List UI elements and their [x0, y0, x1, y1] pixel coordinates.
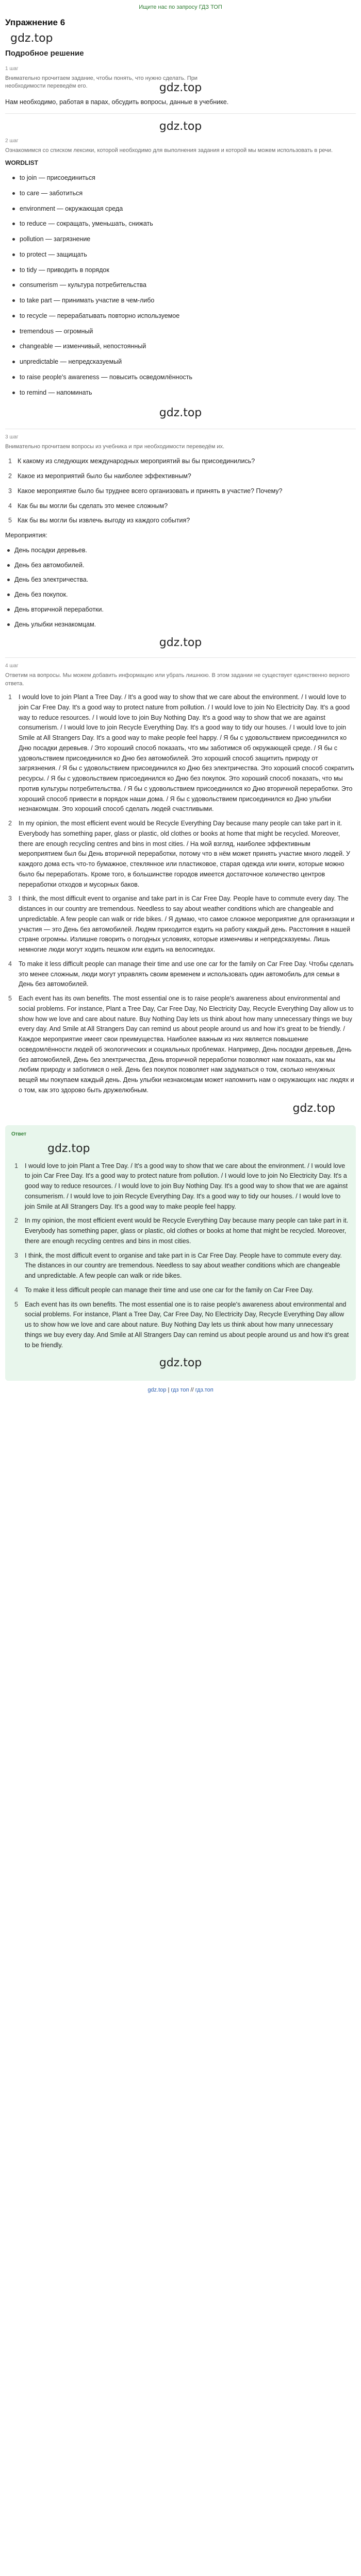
watermark [5, 634, 356, 651]
word-item: to recycle — перерабатывать повторно используемое [12, 311, 356, 321]
event-item: День посадки деревьев. [7, 546, 356, 555]
answer-item: 1 I would love to join Plant a Tree Day. / It's a good way to show that we care about the environment. / I would love to join Car Free Day. It's a good way to protect nature from pollution. / I would love to join No Electricity Day. It's a good way to reduce resources. / I would love to join Buy Nothing Day. It's a good way to show that we are against consumerism. / I would love to join Recycle Everything Day. It's a good way to tidy our houses. / I would love to join Smile at All Strangers Day. It's a good way to make people feel happy. / Я бы с удовольствием присоединился ко Дню посадки деревьев. / Это хороший способ показать, что мы заботимся об окружающей среде. / Я бы с удовольствием присоединился ко Дню без автомобилей. Это хороший способ защитить природу от загрязнения. / Я бы с удовольствием присоединился ко Дню без электричества. Это хороший способ сократить ресурсы. / Я бы с удовольствием присоединился ко Дню без покупок. Это хороший способ показать, что мы против культуры потребительства. / Я бы с удовольствием присоединился ко Дню вторичной переработки. Это хороший способ привести в порядок наши дома. / Я бы с удовольствием присоединился ко Дню улыбки незнакомцам. Это хороший способ сделать людей счастливыми. [8, 693, 354, 813]
watermark-text: gdz.top [10, 32, 53, 45]
footer-separator: | [166, 1387, 171, 1394]
word-item: to raise people's awareness — повысить осведомлённость [12, 372, 356, 382]
word-item: to join — присоединиться [12, 173, 356, 183]
step-1 [5, 65, 356, 108]
word-item: to reduce — сокращать, уменьшать, снижать [12, 219, 356, 229]
watermark [5, 118, 356, 135]
step-label: 3 шаг [5, 434, 19, 440]
watermark-text: gdz.top [47, 1142, 90, 1155]
answer-item: 2 In my opinion, the most efficient event would be Recycle Everything Day because many people can take part in it. Everybody has something paper, glass or plastic, old clothes or books at home that might be recycled. Moreover, there are enough recycling centres and bins in most cities. [14, 1217, 349, 1245]
step-description: Внимательно прочитаем вопросы из учебника и при необходимости переведём их. [5, 444, 225, 450]
event-item: День улыбки незнакомцам. [7, 620, 356, 630]
step-description: Внимательно прочитаем задание, чтобы понять, что нужно сделать. При необходимости переведём его. [5, 75, 198, 90]
step-description: Ответим на вопросы. Мы можем добавить информацию или убрать лишнюю. В этом задании не существует единственно верного ответа. [5, 672, 350, 687]
word-item: changeable — изменчивый, непостоянный [12, 342, 356, 351]
footer-link-1[interactable]: gdz.top [147, 1387, 167, 1394]
solution-title: Подробное решение [5, 49, 84, 58]
step-label: 2 шаг [5, 138, 19, 144]
watermark [11, 1140, 350, 1157]
event-item: День без автомобилей. [7, 561, 356, 570]
answers-list [5, 692, 356, 1096]
word-item: to protect — защищать [12, 250, 356, 260]
watermark [5, 404, 356, 421]
word-item: unpredictable — непредсказуемый [12, 357, 356, 367]
question-item: 1 К какому из следующих международных мероприятий вы бы присоединились? [8, 457, 255, 465]
answer-box [5, 1125, 356, 1381]
top-link-text[interactable]: Ищите нас по запросу ГДЗ ТОП [139, 4, 222, 10]
step-text: Нам необходимо, работая в парах, обсудить вопросы, данные в учебнике. [5, 98, 229, 106]
word-item: to tidy — приводить в порядок [12, 265, 356, 275]
footer [5, 1386, 356, 1395]
watermark-text: gdz.top [159, 81, 202, 95]
event-item: День без электричества. [7, 575, 356, 585]
step-description: Ознакомимся со списком лексики, которой необходимо для выполнения задания и которой мы можем использовать в речи. [5, 147, 333, 154]
watermark [5, 30, 356, 47]
question-item: 2 Какое из мероприятий было бы наиболее эффективным? [8, 472, 191, 480]
wordlist [5, 173, 356, 397]
events-title: Мероприятия: [5, 532, 47, 539]
step-label: 1 шаг [5, 65, 19, 72]
word-item: to care — заботиться [12, 189, 356, 198]
question-item: 3 Какое мероприятие было бы труднее всего организовать и принять в участие? Почему? [8, 487, 283, 495]
events-list [5, 546, 356, 630]
word-item: to remind — напоминать [12, 388, 356, 398]
word-item: environment — окружающая среда [12, 204, 356, 214]
answer-item: 3 I think, the most difficult event to organise and take part in is Car Free Day. People have to commute every day. The distances in our country are tremendous. Needless to say about weather conditions which are changeable and unpredictable. A few people can walk or ride bikes. / Я думаю, что самое сложное мероприятие для организации и участия — это День без автомобилей. Людям приходится ездить на работу каждый день. Расстояния в нашей стране огромны. Излишне говорить о погодных условиях, которые изменчивы и непредсказуемы. Лишь немногие люди могут ходить пешком или ездить на велосипедах. [8, 895, 355, 954]
word-item: consumerism — культура потребительства [12, 280, 356, 290]
top-search-link[interactable] [5, 2, 356, 15]
watermark-text: gdz.top [159, 636, 202, 650]
step-3 [5, 429, 356, 629]
watermark-text: gdz.top [159, 1357, 202, 1370]
word-item: to take part — принимать участие в чем-либо [12, 296, 356, 306]
answer-label: Ответ [11, 1131, 27, 1137]
answer-item: 5 Each event has its own benefits. The most essential one is to raise people's awareness about environmental and social problems. For instance, Plant a Tree Day, Car Free Day, No Electricity Day, Recycle Everything Day allow us to show how we love and care about nature. Buy Nothing Day lets us think about how many unnecessary things we buy every day. And Smile at All Strangers Day can remind us about people around us and how it's great to be friendly. [14, 1300, 349, 1349]
footer-link-2[interactable]: гдз топ [171, 1387, 189, 1394]
answer-item: 2 In my opinion, the most efficient event would be Recycle Everything Day because many people can take part in it. Everybody has something paper, glass or plastic, old clothes or books at home that might be recycled. Moreover, there are enough recycling centres and bins in most cities. / На мой взгляд, наиболее эффективным мероприятием был бы День вторичной переработки, потому что в нём может принять участие много людей. У каждого дома есть что-то бумажное, стеклянное или пластиковое, старая одежда или книги, которые можно было бы переработать. Кроме того, в большинстве городов имеется достаточное количество центров переработки отходов и мусорных баков. [8, 820, 350, 888]
watermark-text: gdz.top [159, 406, 202, 420]
event-item: День вторичной переработки. [7, 605, 356, 615]
word-item: tremendous — огромный [12, 327, 356, 336]
final-answers-list [11, 1161, 350, 1351]
question-item: 4 Как бы вы могли бы сделать это менее сложным? [8, 502, 168, 510]
answer-item: 4 To make it less difficult people can manage their time and use one car for the family on Car Free Day. [14, 1286, 314, 1294]
question-item: 5 Как бы вы могли бы извлечь выгоду из каждого события? [8, 517, 190, 524]
answer-item: 3 I think, the most difficult event to organise and take part in is Car Free Day. People have to commute every day. The distances in our country are tremendous. Needless to say about weather conditions which are changeable and unpredictable. A few people can walk or ride bikes. [14, 1251, 342, 1280]
step-label: 4 шаг [5, 663, 19, 669]
event-item: День без покупок. [7, 590, 356, 600]
watermark-text: gdz.top [292, 1101, 335, 1115]
answer-item: 4 To make it less difficult people can manage their time and use one car for the family on Car Free Day. Чтобы сделать это менее сложным, люди могут управлять своим временем и использовать один автомобиль для семьи в День без автомобилей. [8, 960, 354, 988]
exercise-title: Упражнение 6 [5, 17, 65, 27]
footer-separator: // [189, 1387, 195, 1394]
watermark-text: gdz.top [159, 120, 202, 133]
step-4 [5, 657, 356, 1116]
watermark [11, 1354, 350, 1371]
wordlist-title: WORDLIST [5, 159, 38, 167]
watermark [5, 1100, 356, 1117]
footer-link-3[interactable]: гдз.топ [195, 1387, 214, 1394]
answer-item: 1 I would love to join Plant a Tree Day. / It's a good way to show that we care about the environment. / I would love to join Car Free Day. It's a good way to protect nature from pollution. / I would love to join No Electricity Day. It's a good way to reduce resources. / I would love to join Buy Nothing Day. It's a good way to show that we are against consumerism. / I would love to join Recycle Everything Day. It's a good way to tidy our houses. / I would love to join Smile at All Strangers Day. It's a good way to make people feel happy. [14, 1162, 348, 1210]
word-item: pollution — загрязнение [12, 234, 356, 244]
questions-list [5, 456, 356, 526]
answer-item: 5 Each event has its own benefits. The most essential one is to raise people's awareness about environmental and social problems. For instance, Plant a Tree Day, Car Free Day, No Electricity Day, Recycle Everything Day allow us to show how we love and care about nature. Buy Nothing Day lets us think about how many unnecessary things we buy every day. And Smile at All Strangers Day can remind us about people around us and how it's great to be friendly. / Каждое мероприятие имеет свои преимущества. Наиболее важным из них является повышение осведомлённости людей об экологических и социальных проблемах. Например, День посадки деревьев, День без автомобилей, День без электричества, День вторичной переработки позволяют нам показать, как мы любим природу и заботимся о ней. День без покупок позволяет нам задуматься о том, сколько ненужных вещей мы покупаем каждый день. День улыбки незнакомцам может напомнить нам о окружающих нас людях и о том, как это здорово быть дружелюбным. [8, 995, 354, 1094]
step-2 [5, 113, 356, 397]
